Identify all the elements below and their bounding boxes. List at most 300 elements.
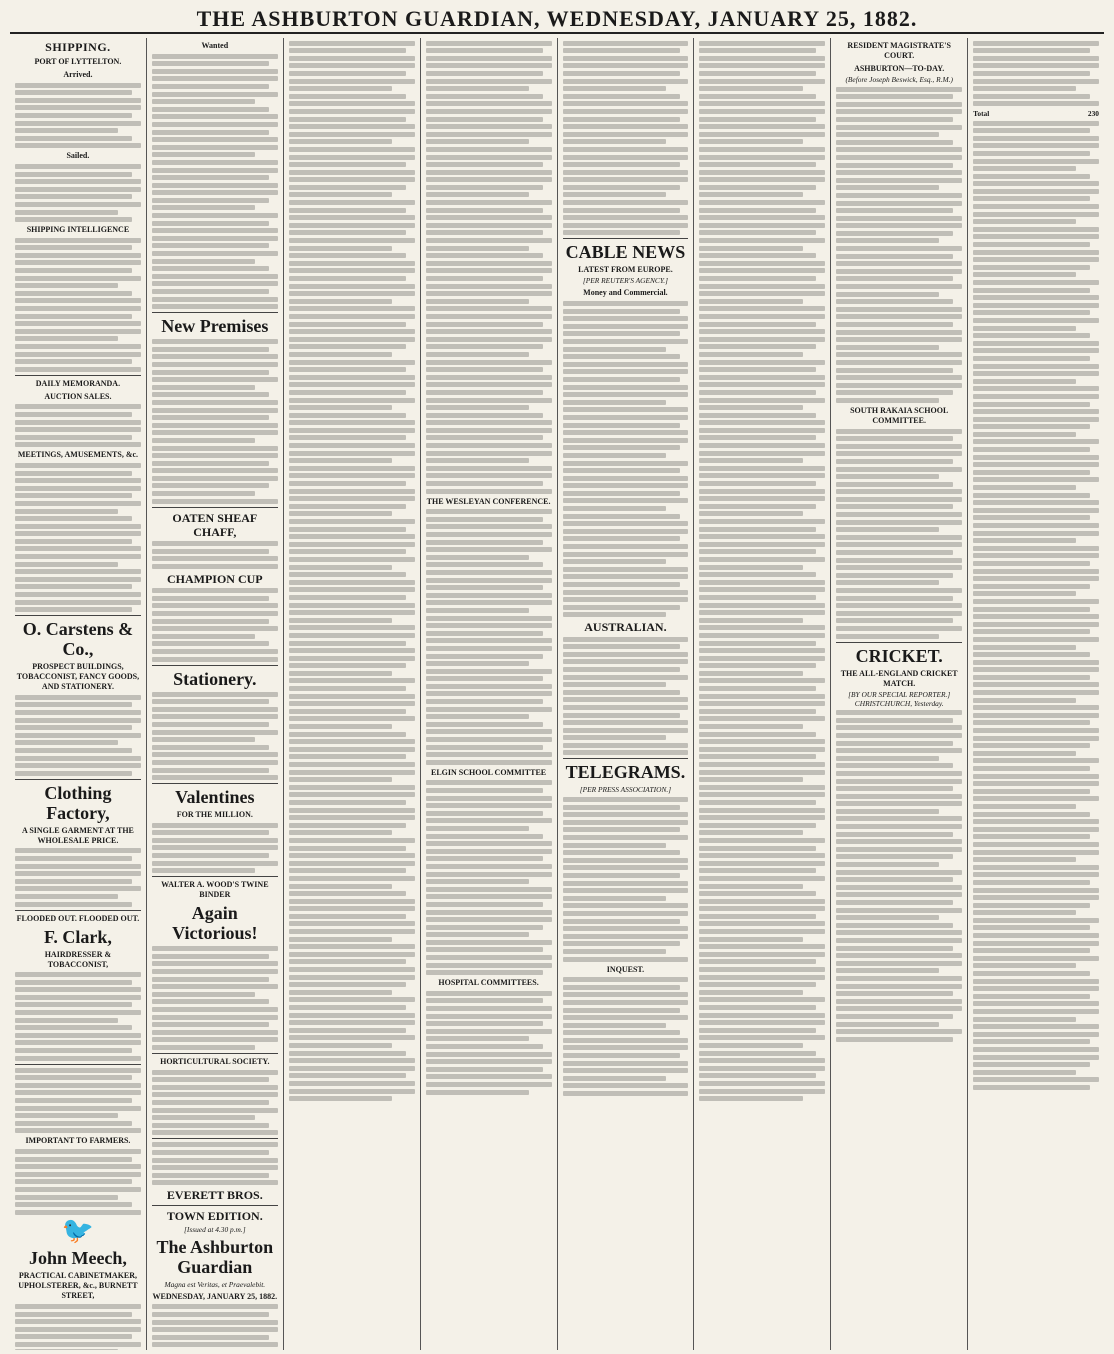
text-line <box>563 377 680 382</box>
sailed-text <box>15 164 141 222</box>
text-line <box>563 438 689 443</box>
text-line <box>563 476 689 481</box>
text-line <box>563 536 680 541</box>
text-line <box>15 238 141 243</box>
text-line <box>15 980 132 985</box>
text-line <box>836 542 962 547</box>
text-line <box>152 175 269 180</box>
text-line <box>563 71 680 76</box>
text-line <box>152 400 278 405</box>
text-line <box>699 246 802 251</box>
text-line <box>563 48 680 53</box>
text-line <box>563 423 680 428</box>
text-line <box>289 511 392 516</box>
text-line <box>152 408 278 413</box>
text-line <box>152 266 269 271</box>
text-line <box>15 725 132 730</box>
text-line <box>973 143 1099 148</box>
text-line <box>289 170 415 175</box>
text-line <box>973 417 1099 422</box>
text-line <box>699 542 825 547</box>
text-line <box>152 619 269 624</box>
text-line <box>973 86 1076 91</box>
cable-text <box>563 301 689 617</box>
text-line <box>15 871 141 876</box>
farmers-text <box>15 1149 141 1215</box>
text-line <box>973 880 1090 885</box>
text-line <box>699 625 825 630</box>
text-line <box>699 914 816 919</box>
text-line <box>836 398 939 403</box>
meeting-text <box>563 41 689 236</box>
text-line <box>699 929 825 934</box>
text-line <box>15 90 132 95</box>
text-line <box>152 377 278 382</box>
text-line <box>426 1082 552 1087</box>
text-line <box>973 698 1076 703</box>
text-line <box>289 1028 406 1033</box>
text-line <box>152 853 269 858</box>
text-line <box>699 268 825 273</box>
text-line <box>426 398 552 403</box>
text-line <box>289 921 415 926</box>
text-line <box>426 367 543 372</box>
text-line <box>426 458 529 463</box>
text-line <box>563 957 689 962</box>
shipping-intelligence-text <box>15 238 141 372</box>
text-line <box>15 442 141 447</box>
text-line <box>289 762 415 767</box>
text-line <box>289 314 415 319</box>
text-line <box>15 113 132 118</box>
text-line <box>426 261 552 266</box>
text-line <box>699 1020 825 1025</box>
text-line <box>699 830 802 835</box>
text-line <box>563 301 689 306</box>
text-line <box>152 1327 278 1332</box>
text-line <box>973 789 1090 794</box>
money-heading: Money and Commercial. <box>583 288 668 298</box>
text-line <box>836 984 962 989</box>
text-line <box>563 720 689 725</box>
text-line <box>426 360 552 365</box>
text-line <box>699 79 825 84</box>
south-rakaia-heading: SOUTH RAKAIA SCHOOL COMMITTEE. <box>850 405 949 425</box>
column-1 <box>10 38 147 1350</box>
text-line <box>699 770 825 775</box>
text-line <box>152 69 278 74</box>
text-line <box>15 463 141 468</box>
text-line <box>563 56 689 61</box>
text-line <box>152 446 278 451</box>
text-line <box>15 314 132 319</box>
text-line <box>15 546 141 551</box>
text-line <box>289 572 406 577</box>
text-line <box>836 238 939 243</box>
text-line <box>563 400 666 405</box>
text-line <box>699 367 816 372</box>
text-line <box>152 1312 269 1317</box>
text-line <box>426 223 552 228</box>
text-line <box>15 1327 141 1332</box>
text-line <box>699 815 825 820</box>
text-line <box>15 179 141 184</box>
text-line <box>15 1068 141 1073</box>
text-line <box>15 420 141 425</box>
text-line <box>289 109 415 114</box>
text-line <box>289 48 406 53</box>
text-line <box>699 1089 825 1094</box>
text-line <box>563 177 689 182</box>
text-line <box>152 541 278 546</box>
text-line <box>973 101 1099 106</box>
text-line <box>563 41 689 46</box>
text-line <box>15 478 141 483</box>
text-line <box>426 669 552 674</box>
text-line <box>426 856 543 861</box>
text-line <box>15 1075 132 1080</box>
text-line <box>152 415 269 420</box>
text-line <box>426 796 552 801</box>
text-line <box>699 291 825 296</box>
text-line <box>152 468 278 473</box>
text-line <box>152 1165 278 1170</box>
text-line <box>15 1033 141 1038</box>
text-line <box>289 101 415 106</box>
text-line <box>289 299 392 304</box>
text-line <box>836 504 953 509</box>
text-line <box>836 1037 953 1042</box>
text-line <box>699 876 825 881</box>
text-line <box>289 929 415 934</box>
text-line <box>289 1035 415 1040</box>
text-line <box>699 1005 816 1010</box>
text-line <box>563 941 680 946</box>
text-line <box>289 155 415 160</box>
text-line <box>973 1001 1099 1006</box>
text-line <box>152 438 255 443</box>
text-line <box>563 109 689 114</box>
text-line <box>836 999 962 1004</box>
text-line <box>152 946 278 951</box>
text-line <box>973 470 1090 475</box>
text-line <box>426 834 543 839</box>
text-line <box>152 385 255 390</box>
text-line <box>699 405 802 410</box>
text-line <box>973 1055 1099 1060</box>
text-line <box>699 489 825 494</box>
text-line <box>699 1081 825 1086</box>
text-line <box>289 94 406 99</box>
text-line <box>426 517 543 522</box>
text-line <box>426 1052 552 1057</box>
text-line <box>699 641 816 646</box>
text-line <box>289 504 406 509</box>
text-line <box>563 506 666 511</box>
text-line <box>836 94 953 99</box>
text-line <box>152 1335 269 1340</box>
text-line <box>426 79 552 84</box>
text-line <box>289 246 392 251</box>
text-line <box>152 845 278 850</box>
text-line <box>563 705 689 710</box>
text-line <box>289 823 406 828</box>
text-line <box>563 552 689 557</box>
text-line <box>973 842 1099 847</box>
text-line <box>836 254 953 259</box>
text-line <box>15 253 141 258</box>
text-line <box>699 618 802 623</box>
text-line <box>15 1018 118 1023</box>
text-line <box>289 1043 392 1048</box>
text-line <box>152 954 269 959</box>
stationery-text <box>152 692 278 781</box>
text-line <box>426 841 552 846</box>
text-line <box>836 588 962 593</box>
text-line <box>152 198 269 203</box>
text-line <box>426 230 543 235</box>
total-label: Total <box>973 108 990 118</box>
text-line <box>563 63 689 68</box>
text-line <box>152 251 278 256</box>
text-line <box>426 872 552 877</box>
text-line <box>973 948 1090 953</box>
text-line <box>836 132 939 137</box>
text-line <box>563 644 680 649</box>
text-line <box>563 820 689 825</box>
text-line <box>15 577 141 582</box>
text-line <box>289 41 415 46</box>
text-line <box>973 310 1090 315</box>
daily-memoranda-heading: DAILY MEMORANDA. <box>35 378 121 388</box>
text-line <box>289 694 415 699</box>
text-line <box>973 1085 1090 1090</box>
text-line <box>426 932 529 937</box>
text-line <box>836 208 953 213</box>
text-line <box>699 398 825 403</box>
text-line <box>289 1051 406 1056</box>
text-line <box>699 344 816 349</box>
text-line <box>836 580 939 585</box>
text-line <box>289 747 415 752</box>
text-line <box>15 879 132 884</box>
text-line <box>426 306 552 311</box>
text-line <box>836 147 962 152</box>
wesleyan-text <box>426 509 552 765</box>
text-line <box>426 998 543 1003</box>
text-line <box>563 369 689 374</box>
text-line <box>973 242 1090 247</box>
text-line <box>426 420 552 425</box>
text-line <box>836 155 962 160</box>
text-line <box>426 253 543 258</box>
text-line <box>563 339 689 344</box>
text-line <box>836 193 962 198</box>
text-line <box>836 923 953 928</box>
text-line <box>152 430 278 435</box>
text-line <box>973 364 1099 369</box>
text-line <box>15 1149 141 1154</box>
text-line <box>152 137 278 142</box>
text-line <box>699 451 825 456</box>
text-line <box>699 519 825 524</box>
text-line <box>289 549 406 554</box>
text-line <box>973 607 1090 612</box>
text-line <box>836 299 953 304</box>
text-line <box>152 1342 278 1347</box>
text-line <box>836 368 953 373</box>
text-line <box>836 862 939 867</box>
horticultural-heading: HORTICULTURAL SOCIETY. <box>160 1056 270 1066</box>
text-line <box>699 694 825 699</box>
text-line <box>973 136 1099 141</box>
text-line <box>973 121 1099 126</box>
text-line <box>152 107 269 112</box>
text-line <box>289 268 415 273</box>
total-value: 230 <box>1087 108 1099 118</box>
text-line <box>426 428 552 433</box>
text-line <box>836 125 962 130</box>
text-line <box>699 329 825 334</box>
text-line <box>836 779 962 784</box>
text-line <box>973 895 1099 900</box>
text-line <box>15 509 118 514</box>
text-line <box>563 888 689 893</box>
town-edition-heading: TOWN EDITION. <box>166 1208 263 1223</box>
text-line <box>973 736 1099 741</box>
australian-text <box>563 637 689 756</box>
text-line <box>563 1061 689 1066</box>
text-line <box>426 616 552 621</box>
text-line <box>973 196 1090 201</box>
text-line <box>426 1029 552 1034</box>
text-line <box>15 902 132 907</box>
text-line <box>152 649 278 654</box>
text-line <box>836 345 939 350</box>
text-line <box>563 139 666 144</box>
text-line <box>426 337 552 342</box>
text-line <box>973 515 1090 520</box>
text-line <box>973 903 1090 908</box>
text-line <box>426 600 552 605</box>
text-line <box>836 915 939 920</box>
text-line <box>836 467 962 472</box>
guardian-motto: Magna est Veritas, et Praevalebit. <box>164 1279 266 1289</box>
text-line <box>563 529 689 534</box>
text-line <box>973 41 1099 46</box>
text-line <box>426 1036 529 1041</box>
text-line <box>152 564 278 569</box>
text-line <box>973 979 1099 984</box>
text-line <box>152 1158 278 1163</box>
text-line <box>15 733 141 738</box>
text-line <box>152 92 278 97</box>
text-line <box>289 868 406 873</box>
text-line <box>836 375 962 380</box>
text-line <box>699 967 825 972</box>
text-line <box>152 130 269 135</box>
text-line <box>15 404 141 409</box>
text-line <box>15 1172 141 1177</box>
text-line <box>699 580 825 585</box>
clark-heading: F. Clark, <box>44 926 112 947</box>
text-line <box>426 803 552 808</box>
text-line <box>973 424 1090 429</box>
text-line <box>973 348 1099 353</box>
text-line <box>699 701 825 706</box>
text-line <box>699 671 802 676</box>
text-line <box>289 610 415 615</box>
text-line <box>699 1073 816 1078</box>
text-line <box>836 360 962 365</box>
text-line <box>289 724 392 729</box>
text-line <box>563 1068 689 1073</box>
text-line <box>15 367 141 372</box>
text-line <box>152 634 255 639</box>
text-line <box>563 659 689 664</box>
text-line <box>152 730 278 735</box>
text-line <box>563 354 680 359</box>
text-line <box>15 569 141 574</box>
text-line <box>973 660 1099 665</box>
cheap-boots-text <box>15 1068 141 1134</box>
text-line <box>563 858 689 863</box>
text-line <box>699 215 825 220</box>
text-line <box>15 98 141 103</box>
text-line <box>15 1090 141 1095</box>
telegrams-text <box>563 797 689 961</box>
text-line <box>15 748 132 753</box>
text-line <box>563 850 680 855</box>
text-line <box>563 812 689 817</box>
text-line <box>426 435 543 440</box>
text-line <box>973 234 1099 239</box>
text-line <box>973 622 1099 627</box>
columns <box>10 38 1104 1350</box>
text-line <box>563 1015 689 1020</box>
text-line <box>563 597 689 602</box>
text-line <box>289 1081 415 1086</box>
text-line <box>836 839 962 844</box>
text-line <box>699 785 825 790</box>
text-line <box>426 887 552 892</box>
text-line <box>152 1304 278 1309</box>
text-line <box>699 428 825 433</box>
text-line <box>426 879 529 884</box>
text-line <box>426 299 529 304</box>
text-line <box>426 714 529 719</box>
text-line <box>836 117 953 122</box>
text-line <box>563 1053 680 1058</box>
text-line <box>836 459 953 464</box>
text-line <box>973 1017 1076 1022</box>
text-line <box>973 1047 1099 1052</box>
text-line <box>289 603 415 608</box>
text-line <box>563 430 689 435</box>
text-line <box>836 565 962 570</box>
text-line <box>152 160 278 165</box>
text-line <box>973 326 1076 331</box>
text-line <box>836 710 962 715</box>
text-line <box>152 259 255 264</box>
text-line <box>699 504 816 509</box>
text-line <box>699 109 825 114</box>
text-line <box>699 808 825 813</box>
text-line <box>15 321 141 326</box>
text-line <box>836 900 953 905</box>
text-line <box>973 189 1099 194</box>
text-line <box>973 576 1099 581</box>
